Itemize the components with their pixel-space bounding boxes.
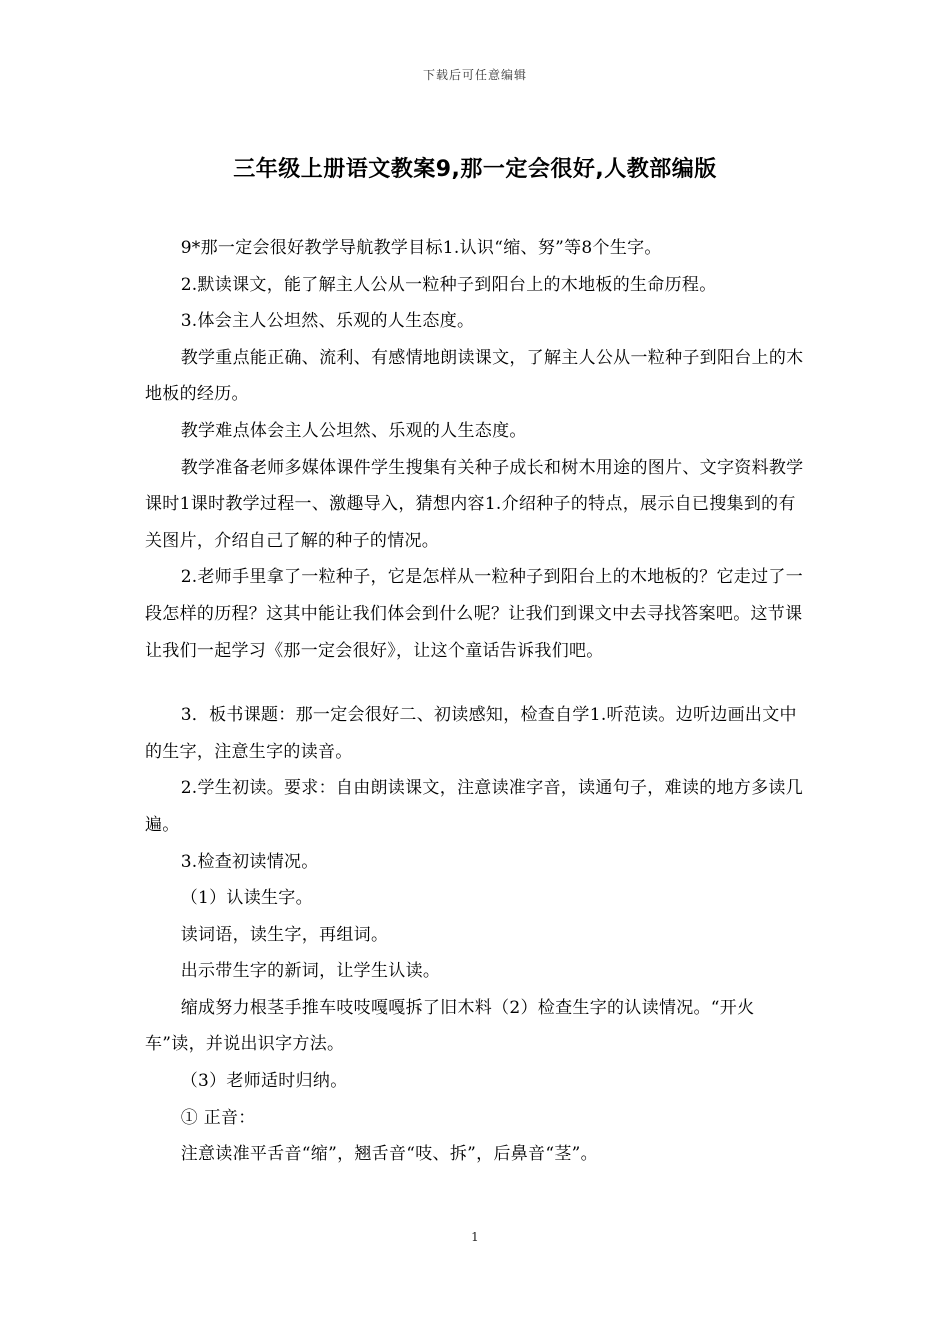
paragraph: （1）认读生字。: [180, 888, 313, 909]
paragraph: 缩成努力根茎手推车吱吱嘎嘎拆了旧木料（2）检查生字的认读情况。“开火车”读，并说出识字方法。: [145, 997, 755, 1055]
document-title: 三年级上册语文教案9,那一定会很好,人教部编版: [233, 157, 717, 182]
paragraph: 2.学生初读。要求：自由朗读课文，注意读准字音，读通句子，难读的地方多读几遍。: [145, 778, 804, 835]
paragraph: 教学难点体会主人公坦然、乐观的人生态度。: [180, 420, 527, 441]
paragraph: 教学准备老师多媒体课件学生搜集有关种子成长和树木用途的图片、文字资料教学课时1课时教学过程一、激趣导入，猜想内容1.介绍种子的特点，展示自已搜集到的有关图片，介绍自己了解的种子的情况。: [145, 457, 804, 551]
paragraph: 出示带生字的新词，让学生认读。: [180, 961, 441, 982]
paragraph: 2.默读课文，能了解主人公从一粒种子到阳台上的木地板的生命历程。: [180, 274, 717, 295]
page-number: 1: [471, 1230, 479, 1244]
paragraph: 3.体会主人公坦然、乐观的人生态度。: [180, 311, 475, 332]
document-body: [145, 230, 813, 1173]
paragraph: 3．板书课题：那一定会很好二、初读感知，检查自学1.听范读。边听边画出文中的生字，注意生字的读音。: [145, 705, 797, 762]
page-header: 下载后可任意编辑: [422, 68, 527, 82]
paragraph: 3.检查初读情况。: [180, 851, 319, 872]
paragraph: 9*那一定会很好教学导航教学目标1.认识“缩、努”等8个生字。: [180, 238, 662, 258]
paragraph: 教学重点能正确、流利、有感情地朗读课文，了解主人公从一粒种子到阳台上的木地板的经历。: [145, 347, 804, 405]
paragraph: （3）老师适时归纳。: [180, 1071, 348, 1092]
paragraph: 2.老师手里拿了一粒种子，它是怎样从一粒种子到阳台上的木地板的？它走过了一段怎样的历程？这其中能让我们体会到什么呢？让我们到课文中去寻找答案吧。这节课让我们一起学习《那一定会很好》，让这个童话告诉我们吧。: [145, 567, 804, 661]
paragraph: ① 正音：: [180, 1107, 256, 1128]
paragraph: 读词语，读生字，再组词。: [180, 924, 389, 945]
paragraph: 注意读准平舌音“缩”，翘舌音“吱、拆”，后鼻音“茎”。: [180, 1144, 598, 1165]
